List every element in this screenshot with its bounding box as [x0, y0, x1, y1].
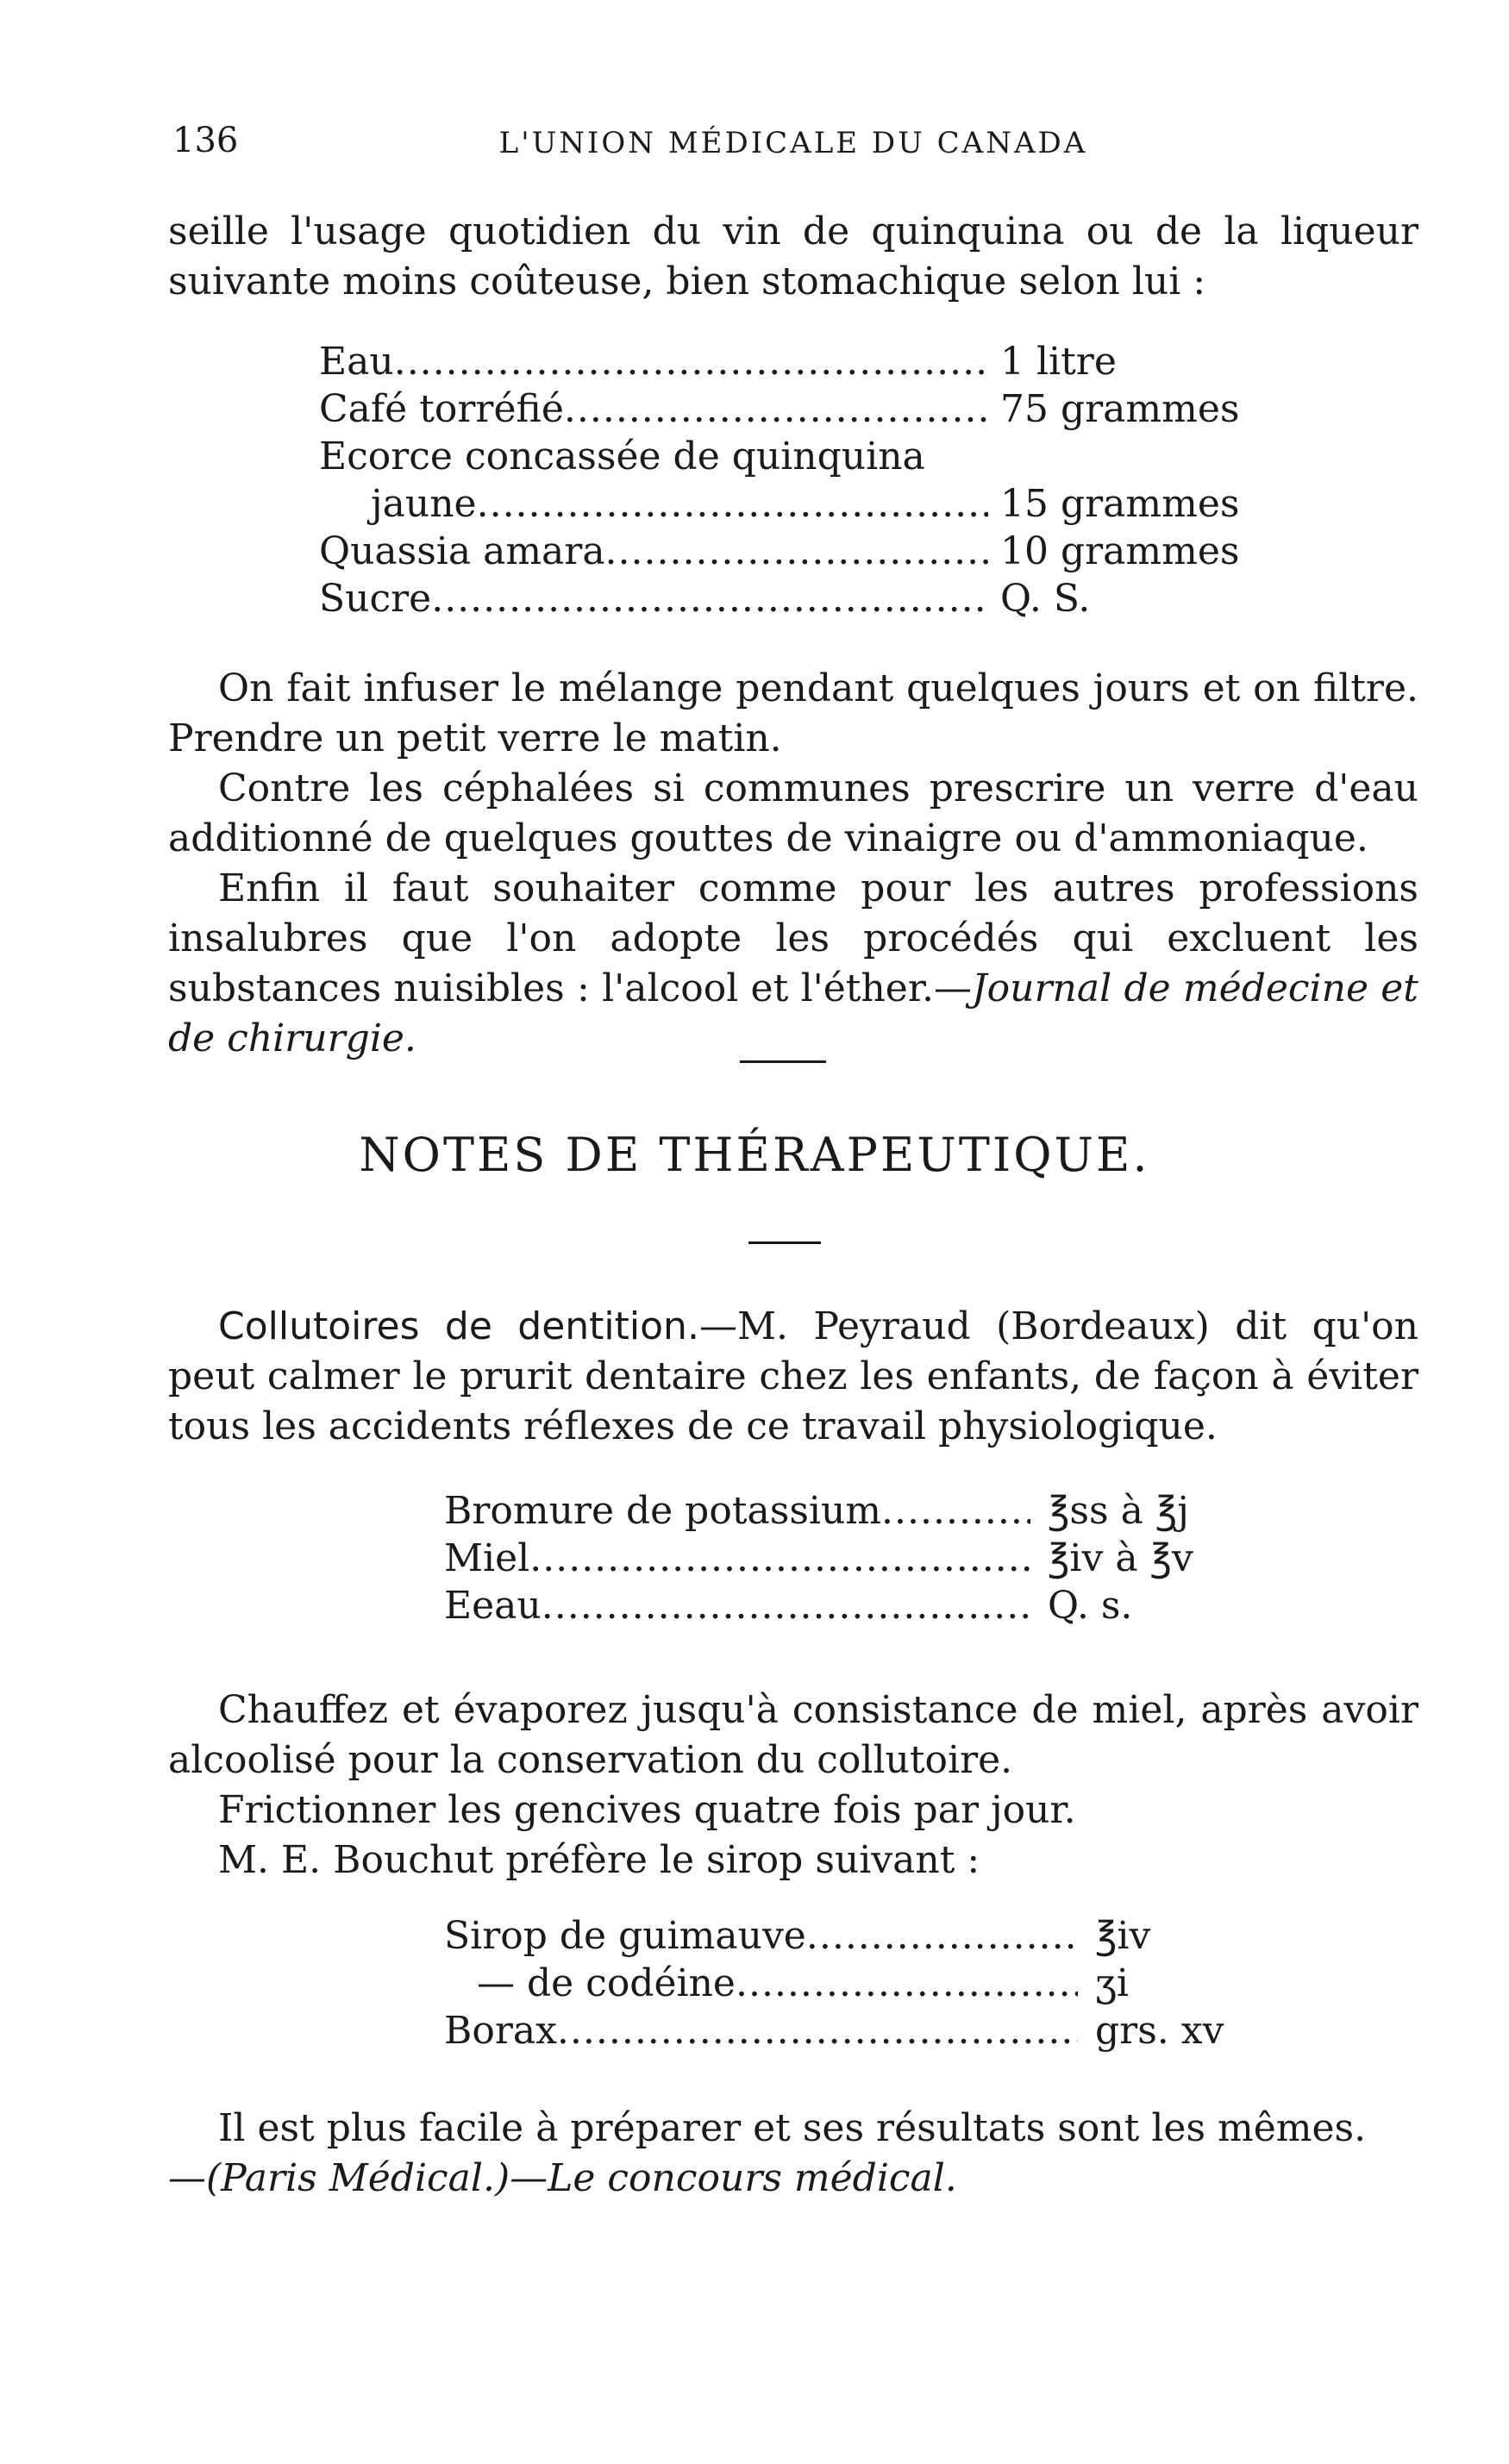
ingredient-name: Sirop de guimauve [444, 1914, 806, 1958]
ingredient-name: Bromure de potassium [444, 1489, 882, 1533]
paragraph-conclusion-text: Enfin il faut souhaiter comme pour les autres professions insalubres que l'on adopte les procédés qui excluent les substances nuisibles : l'alcool et l'éther.— [168, 866, 1418, 1010]
paragraph-intro-text: seille l'usage quotidien du vin de quinquina ou de la liqueur suivante moins coûteuse, bien stomachique selon lui : [168, 210, 1418, 303]
recipe-row [319, 528, 1276, 575]
paragraphs-block-1 [168, 664, 1418, 1064]
page-header [172, 121, 1414, 172]
paragraph-infusion: On fait infuser le mélange pendant quelques jours et on filtre. Prendre un petit verre le matin. [168, 666, 1418, 760]
ingredient-quantity: grs. xv [1095, 2009, 1224, 2053]
ingredient-name: jaune [371, 482, 477, 526]
recipe-row [444, 1960, 1255, 2007]
paragraph-final [168, 2104, 1418, 2204]
ingredient-quantity: 75 grammes [1000, 387, 1240, 431]
article-body: —M. Peyraud (Bordeaux) dit qu'on peut calmer le prurit dentaire chez les enfants, de façon à éviter tous les accidents réflexes de ce travail physiologique. [168, 1304, 1418, 1448]
recipe-liqueur [319, 338, 1276, 622]
separator-rule [740, 1060, 826, 1063]
recipe-row [319, 385, 1276, 433]
ingredient-quantity: ʒi [1095, 1961, 1129, 2005]
ingredient-name: Ecorce concassée de quinquina [319, 435, 925, 478]
ingredient-quantity: Q. S. [1000, 577, 1091, 621]
ingredient-name: Miel [444, 1536, 530, 1580]
paragraphs-block-2 [168, 1685, 1418, 1886]
ingredient-name: Borax [444, 2009, 557, 2053]
section-title: NOTES DE THÉRAPEUTIQUE. [359, 1128, 1150, 1182]
paragraph-intro [168, 207, 1418, 307]
recipe-row [444, 1487, 1255, 1535]
ingredient-name: Eau [319, 340, 394, 384]
ingredient-quantity: 1 litre [1000, 340, 1117, 384]
paragraph-bouchut: M. E. Bouchut préfère le sirop suivant : [218, 1838, 980, 1882]
ingredient-name: Quassia amara [319, 529, 605, 573]
recipe-sirop [444, 1912, 1255, 2054]
paragraph-conclusion [168, 864, 1418, 1064]
separator-rule [748, 1241, 821, 1244]
recipe-collutoire [444, 1487, 1255, 1629]
recipe-row [444, 2007, 1255, 2054]
recipe-row [319, 338, 1276, 385]
recipe-row [444, 1582, 1255, 1629]
ingredient-quantity: 10 grammes [1000, 529, 1240, 573]
citation-source: Journal de médecine et de chirurgie. [168, 966, 1418, 1060]
ingredient-name: Sucre [319, 577, 432, 621]
recipe-row [319, 480, 1276, 528]
citation-source: —(Paris Médical.)—Le concours médical. [168, 2156, 957, 2200]
ingredient-name: Café torréfié [319, 387, 564, 431]
page-number: 136 [172, 121, 239, 160]
paragraph-cephalees: Contre les céphalées si communes prescrire un verre d'eau additionné de quelques gouttes de vinaigre ou d'ammoniaque. [168, 766, 1418, 860]
ingredient-quantity: ℥iv [1095, 1914, 1151, 1958]
citation-final [168, 2154, 1418, 2204]
recipe-row [444, 1912, 1255, 1960]
recipe-row [444, 1535, 1255, 1582]
paragraph-frictionner: Frictionner les gencives quatre fois par jour. [218, 1788, 1076, 1832]
ingredient-quantity: ℥iv à ℥v [1048, 1536, 1193, 1580]
paragraph-collutoires-text [168, 1302, 1418, 1452]
article-lead: Collutoires de dentition. [218, 1304, 699, 1348]
recipe-row [319, 575, 1276, 622]
running-title: L'UNION MÉDICALE DU CANADA [498, 126, 1088, 160]
ingredient-name: Eeau [444, 1584, 542, 1628]
paragraph-chauffez: Chauffez et évaporez jusqu'à consistance de miel, après avoir alcoolisé pour la conservation du collutoire. [168, 1688, 1418, 1782]
ingredient-quantity: ℥ss à ℥j [1048, 1489, 1189, 1533]
paragraph-collutoires [168, 1302, 1418, 1452]
ingredient-name: — de codéine [477, 1961, 736, 2005]
ingredient-quantity: 15 grammes [1000, 482, 1240, 526]
paragraph-final-text: Il est plus facile à préparer et ses résultats sont les mêmes. [218, 2106, 1367, 2150]
recipe-row [319, 433, 1276, 480]
ingredient-quantity: Q. s. [1048, 1584, 1133, 1628]
